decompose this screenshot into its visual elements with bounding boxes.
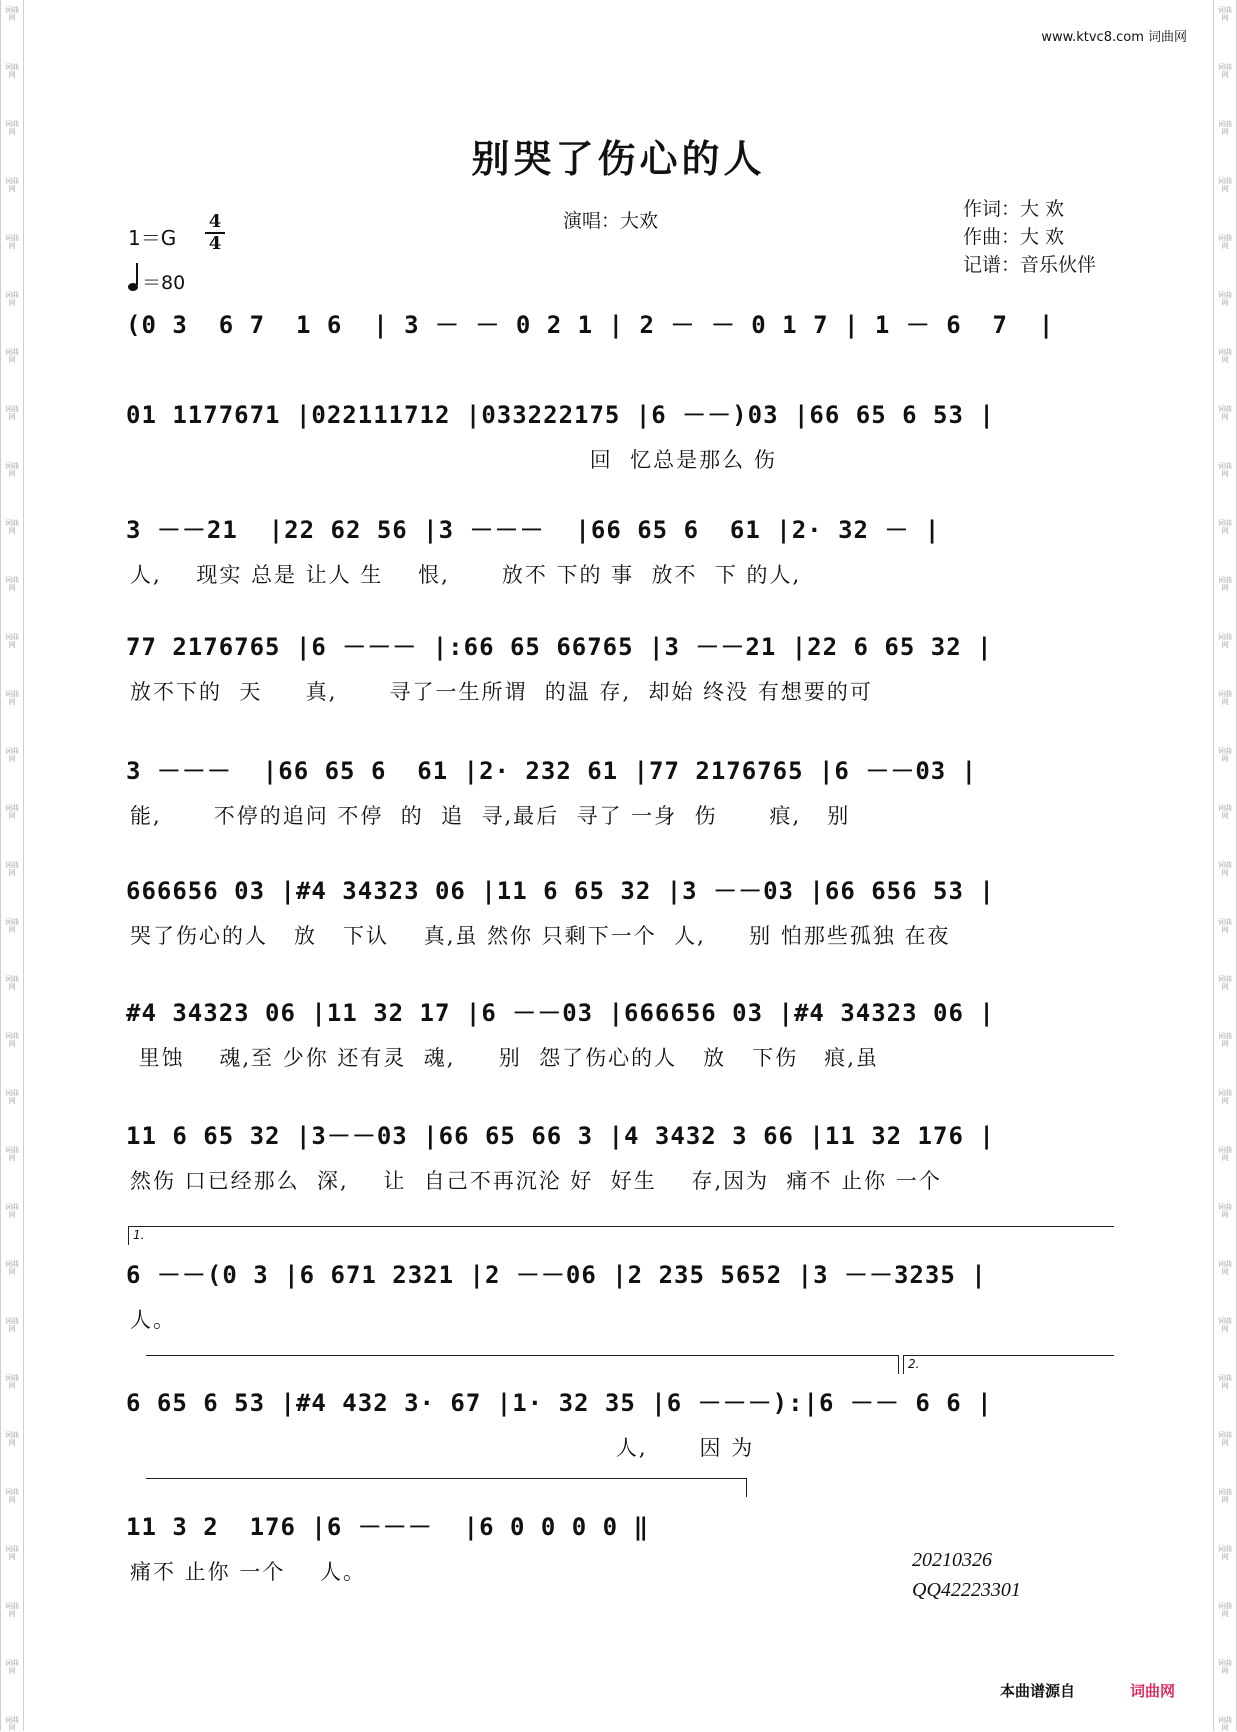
composer-label: 作曲：大 欢 — [963, 226, 1065, 248]
transcription-date: 20210326 — [912, 1549, 992, 1571]
watermark-mark: 词曲网 — [1218, 462, 1232, 478]
lyric-line: 能, 不停的追问 不停 的 追 寻,最后 寻了 一身 伤 痕, 别 — [130, 804, 851, 828]
watermark-mark: 词曲网 — [5, 177, 19, 193]
watermark-mark: 词曲网 — [1218, 120, 1232, 136]
notation-line: 666656 03 |#4 34323 06 |11 6 65 32 |3 －－03 |66 656 53 | — [126, 877, 995, 905]
lyric-line: 里蚀 魂,至 少你 还有灵 魂, 别 怨了伤心的人 放 下伤 痕,虽 — [130, 1046, 879, 1070]
watermark-mark: 词曲网 — [1218, 348, 1232, 364]
lyric-line: 人, 现实 总是 让人 生 恨, 放不 下的 事 放不 下 的人, — [130, 563, 802, 587]
watermark-mark: 词曲网 — [1218, 747, 1232, 763]
watermark-mark: 词曲网 — [5, 348, 19, 364]
watermark-mark: 词曲网 — [5, 1317, 19, 1333]
watermark-mark: 词曲网 — [5, 1089, 19, 1105]
first-ending-label: 1. — [133, 1228, 145, 1242]
lyric-line: 放不下的 天 真, 寻了一生所谓 的温 存, 却始 终没 有想要的可 — [130, 680, 873, 704]
watermark-mark: 词曲网 — [1218, 519, 1232, 535]
source-label: 本曲谱源自 — [1000, 1682, 1076, 1700]
notation-line: 11 3 2 176 |6 －－－ |6 0 0 0 0 ‖ — [126, 1513, 650, 1541]
second-ending-bracket — [903, 1355, 1114, 1374]
watermark-mark: 词曲网 — [1218, 918, 1232, 934]
watermark-mark: 词曲网 — [1218, 861, 1232, 877]
lyricist-label: 作词：大 欢 — [963, 198, 1065, 220]
watermark-mark: 词曲网 — [1218, 1545, 1232, 1561]
watermark-mark: 词曲网 — [1218, 1716, 1232, 1732]
watermark-mark: 词曲网 — [5, 63, 19, 79]
watermark-mark: 词曲网 — [5, 975, 19, 991]
second-ending-label: 2. — [908, 1357, 920, 1371]
left-watermark-strip — [0, 0, 24, 1731]
watermark-mark: 词曲网 — [5, 804, 19, 820]
watermark-mark: 词曲网 — [1218, 1203, 1232, 1219]
watermark-mark: 词曲网 — [1218, 6, 1232, 22]
watermark-mark: 词曲网 — [1218, 63, 1232, 79]
notation-line: 01 1177671 |022111712 |033222175 |6 －－)03 |66 65 6 53 | — [126, 401, 995, 429]
watermark-mark: 词曲网 — [1218, 1488, 1232, 1504]
notation-line: #4 34323 06 |11 32 17 |6 －－03 |666656 03 |#4 34323 06 | — [126, 999, 995, 1027]
time-signature — [205, 212, 225, 254]
lyric-line: 人, 因 为 — [130, 1436, 755, 1460]
watermark-mark: 词曲网 — [1218, 177, 1232, 193]
credits — [963, 195, 1096, 279]
lyric-line: 回 忆总是那么 伤 — [130, 448, 777, 472]
notation-line: (0 3 6 7 1 6 | 3 － － 0 2 1 | 2 － － 0 1 7 | 1 － 6 7 | — [126, 311, 1055, 339]
watermark-mark: 词曲网 — [1218, 1602, 1232, 1618]
site-label[interactable]: www.ktvc8.com 词曲网 — [1041, 30, 1187, 45]
watermark-mark: 词曲网 — [5, 6, 19, 22]
watermark-mark: 词曲网 — [5, 1545, 19, 1561]
time-signature-bottom: 4 — [208, 233, 222, 254]
watermark-mark: 词曲网 — [5, 1602, 19, 1618]
watermark-mark: 词曲网 — [5, 291, 19, 307]
watermark-mark: 词曲网 — [5, 462, 19, 478]
watermark-mark: 词曲网 — [5, 1203, 19, 1219]
time-signature-top: 4 — [205, 212, 225, 234]
transcription-signature — [912, 1545, 1021, 1605]
watermark-mark: 词曲网 — [1218, 975, 1232, 991]
watermark-mark: 词曲网 — [5, 1374, 19, 1390]
watermark-mark: 词曲网 — [5, 1146, 19, 1162]
lyric-line: 人。 — [130, 1308, 176, 1332]
watermark-mark: 词曲网 — [1218, 1659, 1232, 1675]
notation-line: 3 －－21 |22 62 56 |3 －－－ |66 65 6 61 |2· 32 － | — [126, 516, 941, 544]
right-watermark-strip — [1213, 0, 1237, 1731]
notation-line: 11 6 65 32 |3－－03 |66 65 66 3 |4 3432 3 66 |11 32 176 | — [126, 1122, 995, 1150]
watermark-mark: 词曲网 — [1218, 633, 1232, 649]
quarter-note-icon — [128, 283, 138, 291]
tempo-value: ＝80 — [142, 272, 186, 294]
watermark-mark: 词曲网 — [5, 633, 19, 649]
lyric-line: 然伤 口已经那么 深, 让 自己不再沉沦 好 好生 存,因为 痛不 止你 一个 — [130, 1169, 942, 1193]
watermark-mark: 词曲网 — [1218, 1089, 1232, 1105]
watermark-mark: 词曲网 — [1218, 291, 1232, 307]
watermark-mark: 词曲网 — [1218, 1032, 1232, 1048]
footer — [1000, 1680, 1175, 1701]
lyric-line: 哭了伤心的人 放 下认 真,虽 然你 只剩下一个 人, 别 怕那些孤独 在夜 — [130, 924, 951, 948]
watermark-mark: 词曲网 — [5, 861, 19, 877]
watermark-mark: 词曲网 — [5, 519, 19, 535]
song-title: 别哭了伤心的人 — [471, 136, 766, 181]
watermark-mark: 词曲网 — [5, 405, 19, 421]
watermark-mark: 词曲网 — [5, 576, 19, 592]
notation-line: 6 －－(0 3 |6 671 2321 |2 －－06 |2 235 5652 |3 －－3235 | — [126, 1261, 987, 1289]
watermark-mark: 词曲网 — [5, 1032, 19, 1048]
notation-line: 3 －－－ |66 65 6 61 |2· 232 61 |77 2176765 |6 －－03 | — [126, 757, 978, 785]
key-signature: 1＝G — [128, 226, 177, 250]
notation-line: 77 2176765 |6 －－－ |:66 65 66765 |3 －－21 |22 6 65 32 | — [126, 633, 993, 661]
watermark-mark: 词曲网 — [1218, 804, 1232, 820]
watermark-mark: 词曲网 — [5, 1659, 19, 1675]
watermark-mark: 词曲网 — [1218, 690, 1232, 706]
singer-label: 演唱：大欢 — [563, 210, 659, 232]
first-ending-bracket — [128, 1226, 1114, 1245]
notation-line: 6 65 6 53 |#4 432 3· 67 |1· 32 35 |6 －－－):|6 －－ 6 6 | — [126, 1389, 993, 1417]
watermark-mark: 词曲网 — [1218, 1431, 1232, 1447]
tempo-marking — [128, 268, 185, 295]
first-ending-continuation — [146, 1355, 899, 1374]
watermark-mark: 词曲网 — [1218, 1260, 1232, 1276]
watermark-mark: 词曲网 — [5, 1716, 19, 1732]
footer-brand-link[interactable]: 词曲网 — [1130, 1682, 1176, 1700]
transcriber-label: 记谱：音乐伙伴 — [963, 254, 1097, 276]
watermark-mark: 词曲网 — [5, 1260, 19, 1276]
watermark-mark: 词曲网 — [5, 120, 19, 136]
watermark-mark: 词曲网 — [5, 747, 19, 763]
watermark-mark: 词曲网 — [1218, 1317, 1232, 1333]
watermark-mark: 词曲网 — [5, 234, 19, 250]
watermark-mark: 词曲网 — [5, 1431, 19, 1447]
watermark-mark: 词曲网 — [5, 690, 19, 706]
second-ending-continuation — [146, 1478, 747, 1497]
watermark-mark: 词曲网 — [5, 918, 19, 934]
watermark-mark: 词曲网 — [1218, 1374, 1232, 1390]
lyric-line: 痛不 止你 一个 人。 — [130, 1560, 367, 1584]
watermark-mark: 词曲网 — [1218, 1146, 1232, 1162]
watermark-mark: 词曲网 — [1218, 576, 1232, 592]
watermark-mark: 词曲网 — [5, 1488, 19, 1504]
watermark-mark: 词曲网 — [1218, 405, 1232, 421]
transcriber-qq: QQ42223301 — [912, 1579, 1021, 1601]
watermark-mark: 词曲网 — [1218, 234, 1232, 250]
